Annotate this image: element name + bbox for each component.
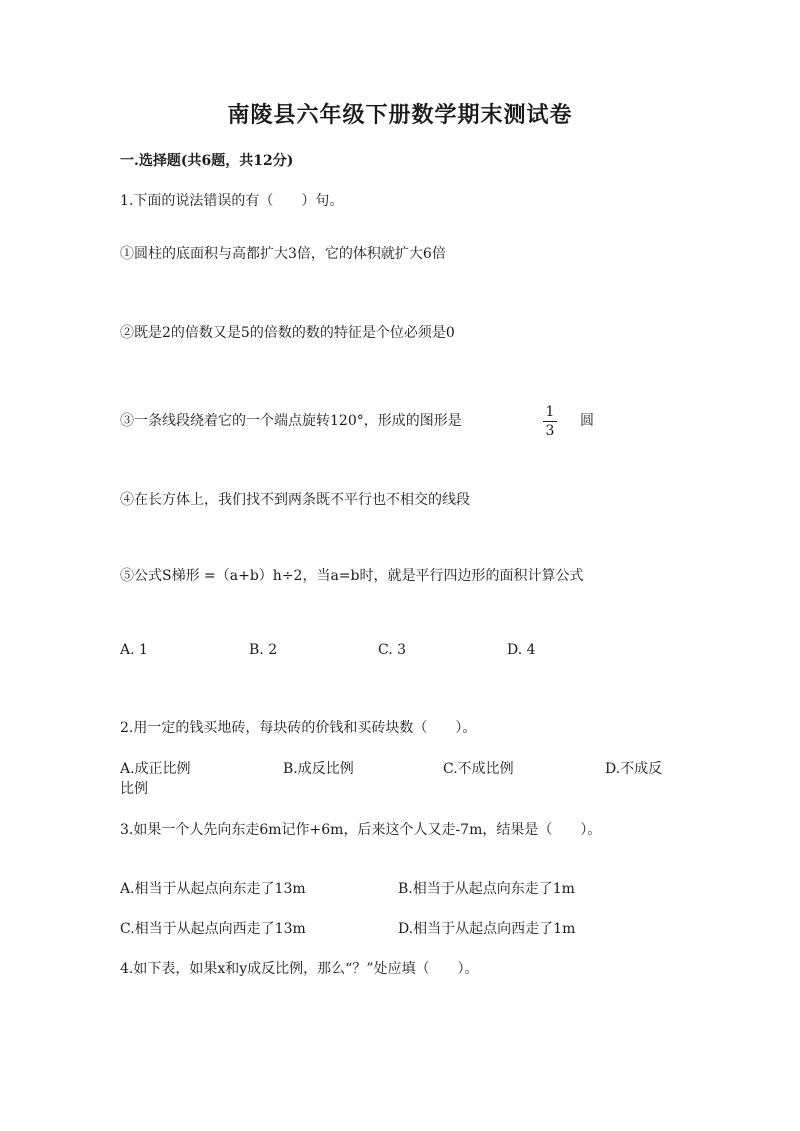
question-3-option-d: D.相当于从起点向西走了1m — [398, 921, 576, 937]
question-2-option-b: B.成反比例 — [283, 761, 354, 777]
fraction-numerator: 1 — [545, 404, 555, 420]
question-2-option-a: A.成正比例 — [120, 761, 191, 777]
fraction-one-third — [540, 404, 560, 439]
question-1-statement-2: ②既是2的倍数又是5的倍数的数的特征是个位必须是0 — [120, 325, 455, 341]
question-4-stem: 4.如下表，如果x和y成反比例，那么“？”处应填（ ）。 — [120, 961, 479, 977]
question-1-stem: 1.下面的说法错误的有（ ）句。 — [120, 193, 344, 209]
question-2-option-d-wrap: 比例 — [120, 781, 148, 797]
question-1-option-b: B. 2 — [249, 642, 278, 658]
question-1-option-a: A. 1 — [120, 642, 148, 658]
question-1-option-c: C. 3 — [378, 642, 407, 658]
question-2-stem: 2.用一定的钱买地砖，每块砖的价钱和买砖块数（ ）。 — [120, 720, 477, 736]
question-3-stem: 3.如果一个人先向东走6m记作+6m，后来这个人又走-7m，结果是（ ）。 — [120, 822, 602, 838]
fraction-denominator: 3 — [545, 423, 555, 439]
question-1-statement-5: ⑤公式S梯形 =（a+b）h÷2，当a=b时，就是平行四边形的面积计算公式 — [120, 568, 584, 584]
question-3-option-c: C.相当于从起点向西走了13m — [120, 921, 306, 937]
question-1-statement-4: ④在长方体上，我们找不到两条既不平行也不相交的线段 — [120, 492, 470, 508]
question-1-statement-3-end: 圆 — [580, 413, 594, 429]
question-1-option-d: D. 4 — [507, 642, 536, 658]
section-heading: 一.选择题(共6题，共12分) — [120, 153, 294, 169]
question-1-statement-3: ③一条线段绕着它的一个端点旋转120°，形成的图形是 — [120, 413, 462, 429]
page-title: 南陵县六年级下册数学期末测试卷 — [227, 102, 573, 128]
question-2-option-c: C.不成比例 — [443, 761, 514, 777]
question-3-option-a: A.相当于从起点向东走了13m — [120, 881, 306, 897]
question-2-option-d: D.不成反 — [605, 761, 663, 777]
fraction-bar — [543, 421, 557, 422]
question-1-statement-1: ①圆柱的底面积与高都扩大3倍，它的体积就扩大6倍 — [120, 246, 446, 262]
question-3-option-b: B.相当于从起点向东走了1m — [398, 881, 575, 897]
